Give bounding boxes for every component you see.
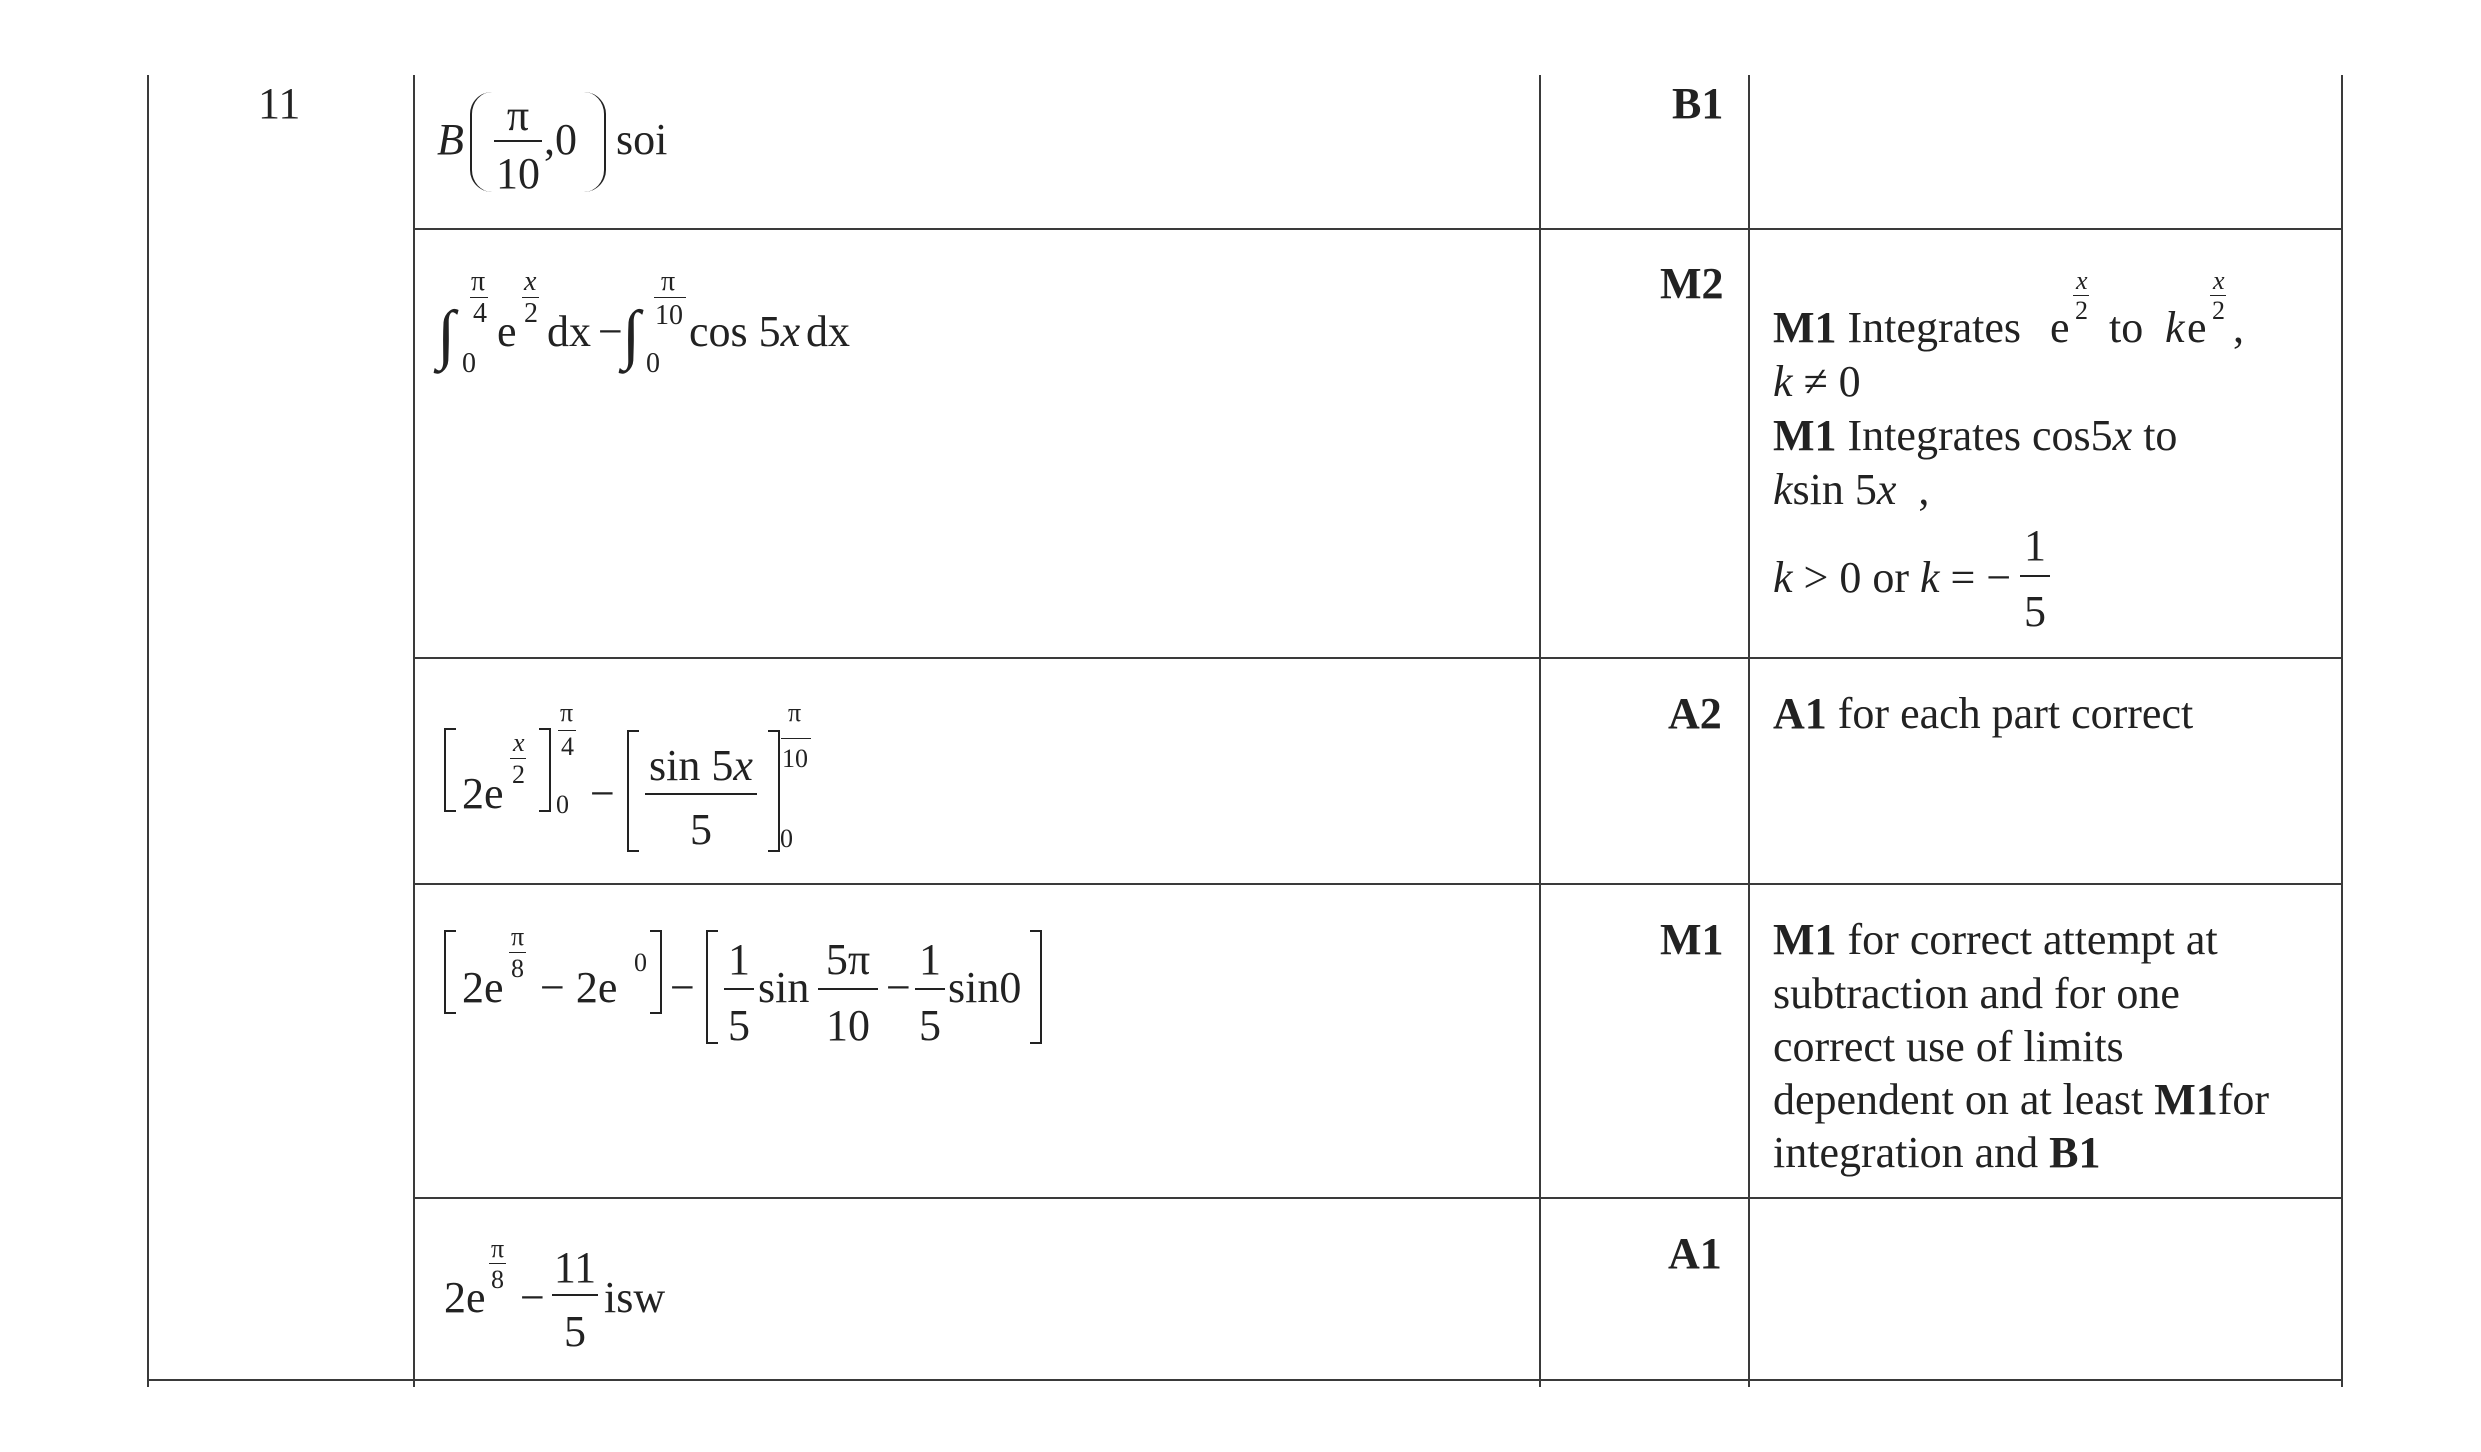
guidance-mark-m1-b: M1 <box>1773 411 1837 460</box>
guidance-k-2: k <box>1773 357 1793 406</box>
guidance-integrates: Integrates <box>1847 303 2021 352</box>
bracket-1-lower: 0 <box>556 790 569 819</box>
guidance-4-line-4 <box>1773 1075 2270 1124</box>
row-4-f1-den: 5 <box>728 1001 750 1050</box>
row-4-sin0: sin0 <box>948 963 1022 1012</box>
guidance-line-1 <box>1773 303 2021 352</box>
bracket-1-upper-num: π <box>560 698 574 727</box>
guidance-line-5 <box>1773 553 2012 602</box>
row-5-exp-bar <box>489 1263 506 1264</box>
question-number: 11 <box>258 79 301 128</box>
integral-sign-2: ∫ <box>622 298 641 371</box>
int2-upper-bar <box>654 297 686 298</box>
row-divider-3 <box>413 883 2343 885</box>
differential-2: dx <box>806 307 850 356</box>
differential-1: dx <box>547 307 591 356</box>
guidance-4-line-2: subtraction and for one <box>1773 969 2180 1018</box>
guidance-4-text-4: dependent on at least <box>1773 1075 2144 1124</box>
guidance-gt: > 0 or <box>1803 553 1909 602</box>
guidance-comma: , <box>2233 303 2244 352</box>
row-4-minus-term: − 2e <box>540 963 618 1012</box>
integrand-var: x <box>780 307 801 356</box>
int1-upper-den: 4 <box>473 298 487 329</box>
bracket-2-upper-den: 10 <box>782 744 808 773</box>
row-4-minus-2: − <box>886 963 911 1012</box>
int1-upper-num: π <box>471 266 486 297</box>
guidance-sin: sin 5 <box>1792 465 1877 514</box>
bracket-2-upper-bar <box>781 738 811 739</box>
row-5-exp-num: π <box>491 1234 505 1263</box>
row-4-bracket-1-left <box>444 930 456 1014</box>
row-4-coef: 2e <box>462 963 504 1012</box>
bracket-1-exp-den: 2 <box>512 760 525 789</box>
row-5-suffix: isw <box>604 1273 666 1322</box>
guidance-4-mark-m1: M1 <box>2154 1075 2218 1124</box>
row-divider-2 <box>413 657 2343 659</box>
row-4-sin-1: sin <box>758 963 810 1012</box>
guidance-4-for: for <box>2217 1075 2270 1124</box>
table-divider-guidance <box>1748 75 1750 1387</box>
bracket-1-right <box>539 728 551 812</box>
bracket-2-lower: 0 <box>780 824 793 853</box>
guidance-to: to <box>2109 303 2144 352</box>
row-4-bracket-1-right <box>650 930 662 1014</box>
left-paren <box>470 92 492 192</box>
bracket-2-num-x: x <box>733 741 753 790</box>
row-5-minus: − <box>520 1273 545 1322</box>
guidance-mark-m1: M1 <box>1773 303 1837 352</box>
bracket-2-right <box>768 730 780 852</box>
row-5-frac-bar <box>552 1294 598 1296</box>
row-divider-4 <box>413 1197 2343 1199</box>
mark-row-2: M2 <box>1660 259 1724 308</box>
guidance-e: e <box>2050 303 2070 352</box>
row-4-f2-den: 10 <box>826 1001 870 1050</box>
guidance-4-line-1 <box>1773 915 2218 964</box>
bracket-2-num <box>645 741 757 790</box>
row-4-minus: − <box>670 963 695 1012</box>
guidance-x-4: x <box>1876 465 1897 514</box>
row-4-f2-bar <box>818 988 878 990</box>
bracket-1-exp-num: x <box>513 728 525 757</box>
row-divider-1 <box>413 228 2343 230</box>
row-5-num: 11 <box>553 1243 597 1292</box>
guidance-exp-den: 2 <box>2075 296 2088 325</box>
row-5-coef: 2e <box>444 1273 486 1322</box>
guidance-4-line-3: correct use of limits <box>1773 1022 2124 1071</box>
guidance-integrates-cos: Integrates cos5 <box>1847 411 2113 460</box>
guidance-4-mark-b1: B1 <box>2049 1128 2101 1177</box>
row-3-minus: − <box>590 769 615 818</box>
fraction-numerator: π <box>506 91 530 140</box>
coordinate-rest: ,0 <box>544 115 577 164</box>
fraction-denominator: 10 <box>496 149 540 198</box>
exp-num-1: x <box>524 266 537 297</box>
guidance-line-2 <box>1773 357 1861 406</box>
guidance-row-3 <box>1773 689 2194 738</box>
guidance-k-5: k <box>1773 553 1793 602</box>
bracket-2-upper-num: π <box>788 698 802 727</box>
guidance-4-text-5: integration and <box>1773 1128 2039 1177</box>
minus-sign: − <box>598 307 623 356</box>
guidance-frac-num: 1 <box>2024 521 2046 570</box>
guidance-line-4 <box>1773 465 1930 514</box>
guidance-frac-den: 5 <box>2024 587 2046 636</box>
bracket-1-exp-bar <box>510 758 526 759</box>
integrand-2 <box>689 307 801 356</box>
int1-lower: 0 <box>462 348 476 379</box>
mark-row-1: B1 <box>1672 79 1724 128</box>
bracket-2-frac-bar <box>645 793 757 795</box>
guidance-4-line-5 <box>1773 1128 2101 1177</box>
row-4-f3-den: 5 <box>919 1001 941 1050</box>
row-4-f3-num: 1 <box>919 935 941 984</box>
bracket-2-den: 5 <box>690 805 712 854</box>
guidance-4-mark: M1 <box>1773 915 1837 964</box>
row-4-f2-num: 5π <box>825 935 871 984</box>
guidance-each-part: for each part correct <box>1837 689 2194 738</box>
bracket-1-coef: 2e <box>462 769 504 818</box>
guidance-frac-bar <box>2020 575 2050 577</box>
mark-row-4: M1 <box>1660 915 1724 964</box>
answer-suffix: soi <box>616 115 668 164</box>
guidance-eq: = − <box>1950 553 2012 602</box>
table-border-bottom <box>147 1379 2343 1381</box>
row-4-f3-bar <box>915 988 945 990</box>
bracket-2-num-sin: sin 5 <box>649 741 734 790</box>
guidance-mark-a1: A1 <box>1773 689 1827 738</box>
bracket-1-upper-bar <box>558 730 576 731</box>
table-divider-marks <box>1539 75 1541 1387</box>
table-border-right <box>2341 75 2343 1387</box>
guidance-4-text-1: for correct attempt at <box>1847 915 2218 964</box>
guidance-to-2: to <box>2143 411 2178 460</box>
integrand-cos: cos 5 <box>689 307 781 356</box>
guidance-k: k <box>2165 303 2185 352</box>
table-divider-answer <box>413 75 415 1387</box>
table-border-left <box>147 75 149 1387</box>
row-4-exp-bar <box>509 952 526 953</box>
guidance-comma-4: , <box>1918 465 1930 514</box>
bracket-1-left <box>444 728 456 812</box>
guidance-neq: ≠ 0 <box>1803 357 1861 406</box>
mark-row-3: A2 <box>1668 689 1722 738</box>
row-4-exp0: 0 <box>634 948 647 977</box>
row-4-exp-num: π <box>511 922 525 951</box>
mark-row-5: A1 <box>1668 1229 1722 1278</box>
row-5-den: 5 <box>564 1307 586 1356</box>
bracket-1-upper-den: 4 <box>561 732 574 761</box>
integral-sign-1: ∫ <box>437 298 456 371</box>
int2-lower: 0 <box>646 348 660 379</box>
row-4-bracket-2-right <box>1030 930 1042 1044</box>
row-4-f1-num: 1 <box>728 935 750 984</box>
int2-upper-den: 10 <box>655 300 683 331</box>
guidance-x: x <box>2112 411 2133 460</box>
row-5-exp-den: 8 <box>491 1265 504 1294</box>
guidance-exp2-num: x <box>2213 266 2225 295</box>
row-4-bracket-2-left <box>706 930 718 1044</box>
guidance-exp2-den: 2 <box>2212 296 2225 325</box>
guidance-line-3 <box>1773 411 2178 460</box>
exp-e-1: e <box>497 307 517 356</box>
row-4-f1-bar <box>724 988 754 990</box>
fraction-bar <box>494 140 542 142</box>
guidance-e2: e <box>2187 303 2207 352</box>
right-paren <box>584 92 606 192</box>
guidance-k-5b: k <box>1920 553 1940 602</box>
guidance-k-4: k <box>1773 465 1793 514</box>
guidance-exp-num: x <box>2076 266 2088 295</box>
point-label: B <box>437 115 464 164</box>
bracket-2-left <box>627 730 639 852</box>
exp-den-1: 2 <box>524 298 538 329</box>
row-4-exp-den: 8 <box>511 954 524 983</box>
int2-upper-num: π <box>661 266 676 297</box>
